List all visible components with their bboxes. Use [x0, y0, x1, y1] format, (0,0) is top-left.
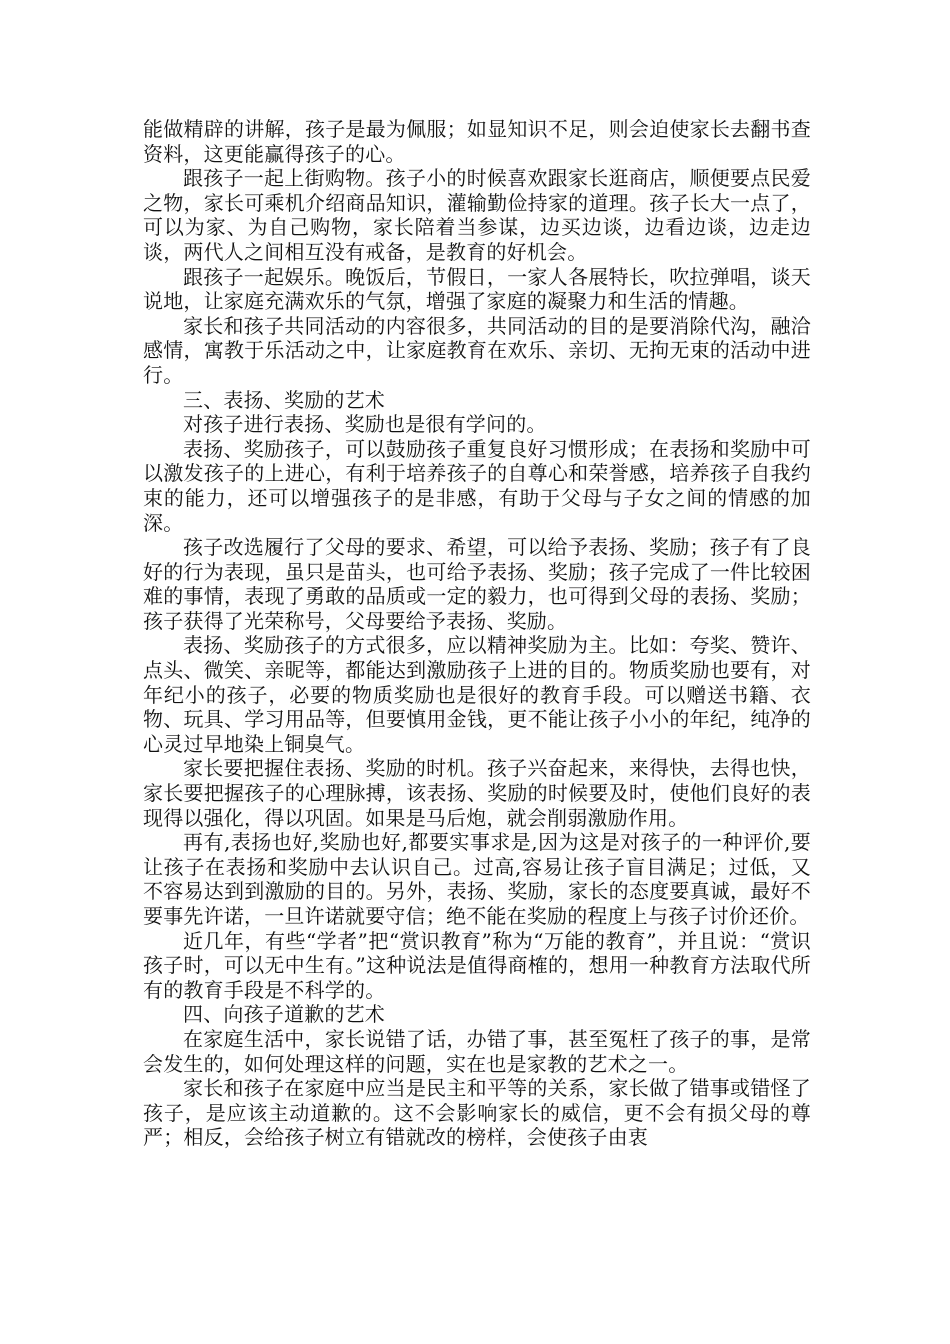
paragraph-praise-occasions: 孩子改选履行了父母的要求、希望，可以给予表扬、奖励；孩子有了良好的行为表现，虽只是苗头，也可给予表扬、奖励；孩子完成了一件比较困难的事情，表现了勇敢的品质或一定的毅力，也可得到父母的表扬、奖励；孩子获得了光荣称号，父母要给予表扬、奖励。 [143, 535, 811, 633]
paragraph-praise-intro: 对孩子进行表扬、奖励也是很有学问的。 [183, 412, 547, 437]
paragraph-apology-equality: 家长和孩子在家庭中应当是民主和平等的关系，家长做了错事或错怪了孩子，是应该主动道歉的。这不会影响家长的威信，更不会有损父母的尊严；相反，会给孩子树立有错就改的榜样，会使孩子由衷 [143, 1076, 811, 1150]
section-heading-apology: 四、向孩子道歉的艺术 [183, 1002, 385, 1027]
paragraph-praise-timing: 家长要把握住表扬、奖励的时机。孩子兴奋起来，来得快，去得也快，家长要把握孩子的心理脉搏，该表扬、奖励的时候要及时，使他们良好的表现得以强化，得以巩固。如果是马后炮，就会削弱激励作用。 [143, 756, 811, 830]
paragraph-joint-activities: 家长和孩子共同活动的内容很多，共同活动的目的是要消除代沟，融洽感情，寓教于乐活动之中，让家庭教育在欢乐、亲切、无拘无束的活动中进行。 [143, 313, 811, 387]
paragraph-appreciation-education: 近几年，有些“学者”把“赏识教育”称为“万能的教育”，并且说：“赏识孩子时，可以无中生有。”这种说法是值得商榷的，想用一种教育方法取代所有的教育手段是不科学的。 [143, 928, 811, 1002]
document-page [143, 117, 811, 1150]
paragraph-praise-methods: 表扬、奖励孩子的方式很多，应以精神奖励为主。比如：夸奖、赞许、点头、微笑、亲昵等，都能达到激励孩子上进的目的。物质奖励也要有，对年纪小的孩子，必要的物质奖励也是很好的教育手段。可以赠送书籍、衣物、玩具、学习用品等，但要慎用金钱，更不能让孩子小小的年纪，纯净的心灵过早地染上铜臭气。 [143, 633, 811, 756]
paragraph-shopping: 跟孩子一起上街购物。孩子小的时候喜欢跟家长逛商店，顺便要点民爱之物，家长可乘机介绍商品知识，灌输勤俭持家的道理。孩子长大一点了，可以为家、为自己购物，家长陪着当参谋，边买边谈，边看边谈，边走边谈，两代人之间相互没有戒备，是教育的好机会。 [143, 166, 811, 264]
paragraph-praise-benefits: 表扬、奖励孩子，可以鼓励孩子重复良好习惯形成；在表扬和奖励中可以激发孩子的上进心，有利于培养孩子的自尊心和荣誉感，培养孩子自我约束的能力，还可以增强孩子的是非感，有助于父母与子女之间的情感的加深。 [143, 436, 811, 535]
section-heading-praise: 三、表扬、奖励的艺术 [183, 387, 385, 412]
paragraph-apology-intro: 在家庭生活中，家长说错了话，办错了事，甚至冤枉了孩子的事，是常会发生的，如何处理这样的问题，实在也是家教的艺术之一。 [143, 1026, 811, 1076]
paragraph-entertainment: 跟孩子一起娱乐。晚饭后，节假日，一家人各展特长，吹拉弹唱，谈天说地，让家庭充满欢乐的气氛，增强了家庭的凝聚力和生活的情趣。 [143, 264, 811, 314]
paragraph-continuation: 能做精辟的讲解，孩子是最为佩服；如显知识不足，则会迫使家长去翻书查资料，这更能赢得孩子的心。 [143, 117, 811, 166]
paragraph-praise-realistic: 再有,表扬也好,奖励也好,都要实事求是,因为这是对孩子的一种评价,要让孩子在表扬和奖励中去认识自己。过高,容易让孩子盲目满足；过低，又不容易达到到激励的目的。另外，表扬、奖励，家长的态度要真诚，最好不要事先许诺，一旦许诺就要守信；绝不能在奖励的程度上与孩子讨价还价。 [143, 830, 811, 928]
